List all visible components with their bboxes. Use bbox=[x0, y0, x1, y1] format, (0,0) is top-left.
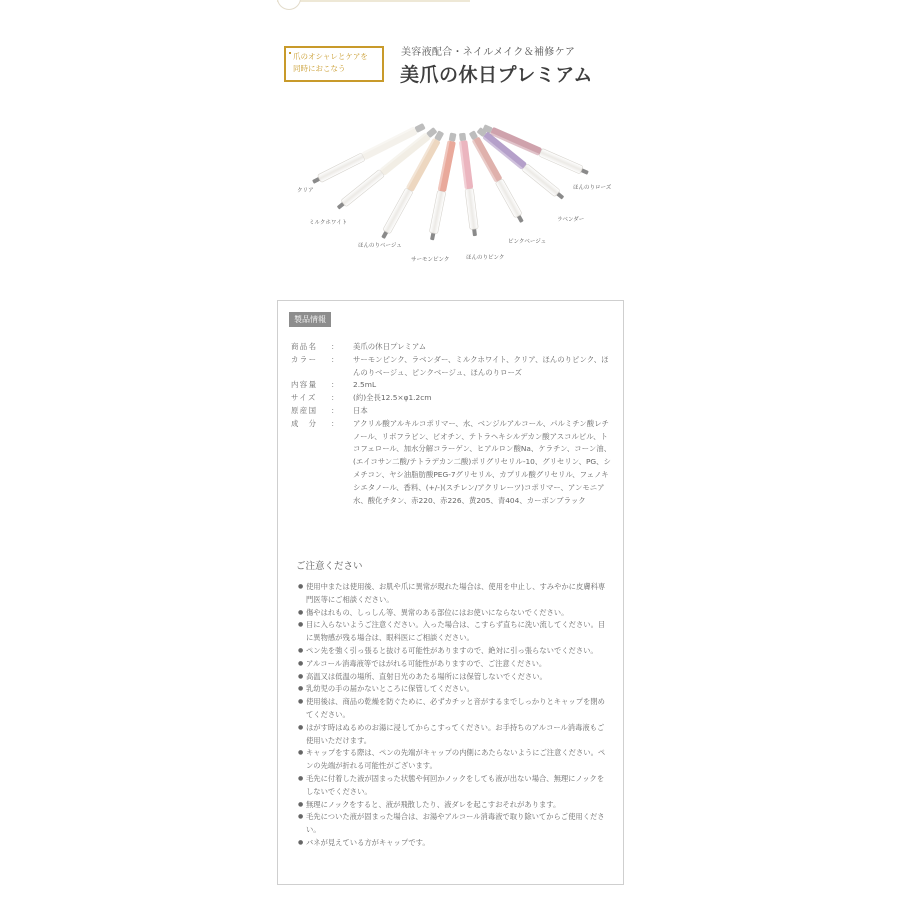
caution-item: ● 毛先についた液が固まった場合は、お湯やアルコール消毒液で取り除いてからご使用ください。 bbox=[298, 811, 608, 837]
spec-row-size bbox=[291, 392, 613, 405]
caution-item: ● 毛先に付着した液が固まった状態や何回かノックをしても液が出ない場合、無理にノックをしないでください。 bbox=[298, 773, 608, 799]
caution-title: ご注意ください bbox=[296, 561, 363, 572]
pen-label-light-beige: ほんのりベージュ bbox=[358, 243, 402, 249]
caution-item: ● 無理にノックをすると、液が飛散したり、液ダレを起こすおそれがあります。 bbox=[298, 799, 608, 812]
caution-item: ● キャップをする際は、ペンの先端がキャップの内側にあたらないようにご注意ください。ペンの先端が折れる可能性がございます。 bbox=[298, 747, 608, 773]
pen-label-milk-white: ミルクホワイト bbox=[309, 220, 348, 226]
spec-key: 成 分 bbox=[291, 418, 318, 428]
product-spec-table bbox=[291, 341, 613, 507]
spec-colon: ： bbox=[331, 380, 339, 390]
spec-value: 2.5mL bbox=[353, 380, 377, 390]
spec-value: アクリル酸アルキルコポリマー、水、ベンジルアルコール、パルミチン酸レチノール、リボフラビン、ビオチン、テトラヘキシルデカン酸アスコルビル、トコフェロール、加水分解コラーゲン、ヒアルロン酸Na、ケラチン、コーン油、(エイコサン二酸/テトラデカン二酸)ポリグリセリル-10、グリセリン、PG、シメチコン、ヤシ油脂肪酸PEG-7グリセリル、カプリル酸グリセリル、フェノキシエタノール、香料、(+/-)(スチレン/アクリレーツ)コポリマー、アンモニア水、酸化チタン、赤220、赤226、黄205、青404、カーボンブラック bbox=[353, 418, 612, 505]
spec-colon: ： bbox=[331, 405, 339, 415]
product-pens-image bbox=[0, 0, 900, 300]
caution-item: ● ペン先を強く引っ張ると抜ける可能性がありますので、絶対に引っ張らないでください。 bbox=[298, 645, 608, 658]
caution-item: ● バネが見えている方がキャップです。 bbox=[298, 837, 608, 850]
pen-barrel bbox=[317, 153, 365, 183]
product-info-tag: 製品情報 bbox=[289, 312, 331, 327]
caution-item: ● 目に入らないようご注意ください。入った場合は、こすらず直ちに洗い流してください。目に異物感が残る場合は、眼科医にご相談ください。 bbox=[298, 619, 608, 645]
pen-cap-end bbox=[459, 133, 466, 141]
spec-colon: ： bbox=[331, 393, 339, 403]
spec-key: 内容量 bbox=[291, 380, 318, 390]
pen-barrel bbox=[465, 188, 478, 229]
pen-label-lavender: ラベンダー bbox=[557, 217, 585, 223]
caution-item: ● アルコール消毒液等ではがれる可能性がありますので、ご注意ください。 bbox=[298, 658, 608, 671]
product-subtitle: 美容液配合・ネイルメイク＆補修ケア bbox=[401, 47, 576, 58]
caution-list bbox=[298, 581, 608, 850]
pen-cap-end bbox=[449, 133, 457, 142]
pen-label-clear: クリア bbox=[297, 188, 314, 194]
badge-line-1: 爪のオシャレとケアを bbox=[293, 52, 368, 61]
spec-key: サイズ bbox=[291, 393, 317, 403]
product-info-card bbox=[277, 300, 624, 885]
pen-barrel bbox=[495, 179, 522, 218]
spec-colon: ： bbox=[331, 354, 339, 364]
spec-key: 商品名 bbox=[291, 342, 318, 351]
caution-item: ● 使用後は、商品の乾燥を防ぐために、必ずカチッと音がするまでしっかりとキャップを閉めてください。 bbox=[298, 696, 608, 722]
pen-label-salmon-pink: サーモンピンク bbox=[411, 257, 450, 263]
spec-row-volume bbox=[291, 379, 613, 392]
badge-line-2: 同時におこなう bbox=[293, 64, 346, 73]
caution-item: ● はがす時はぬるめのお湯に浸してからこすってください。お手持ちのアルコール消毒液もご使用いただけます。 bbox=[298, 722, 608, 748]
pen-barrel bbox=[341, 169, 385, 207]
pen-barrel bbox=[522, 163, 560, 196]
spec-row-origin bbox=[291, 405, 613, 418]
pen-barrel bbox=[383, 188, 413, 234]
spec-value: (約)全長12.5×φ1.2cm bbox=[353, 393, 432, 403]
pen-label-light-rose: ほんのりローズ bbox=[573, 185, 612, 191]
spec-row-ingredients bbox=[291, 418, 613, 508]
spec-row-name bbox=[291, 341, 613, 354]
caution-item: ● 乳幼児の手の届かないところに保管してください。 bbox=[298, 683, 608, 696]
pen-label-light-pink: ほんのりピンク bbox=[466, 255, 505, 261]
spec-colon: ： bbox=[331, 342, 339, 351]
spec-value: 美爪の休日プレミアム bbox=[353, 342, 427, 351]
product-title: 美爪の休日プレミアム bbox=[400, 64, 593, 86]
spec-key: カラー bbox=[291, 354, 318, 364]
pen-label-pink-beige: ピンクベージュ bbox=[508, 239, 547, 245]
pen-barrel bbox=[539, 148, 584, 174]
caution-item: ● 高温又は低温の場所、直射日光のあたる場所には保管しないでください。 bbox=[298, 671, 608, 684]
spec-row-color bbox=[291, 354, 613, 380]
caution-item: ● 傷やはれもの、しっしん等、異常のある部位にはお使いにならないでください。 bbox=[298, 607, 608, 620]
caution-item: ● 使用中または使用後、お肌や爪に異常が現れた場合は、使用を中止し、すみやかに皮膚科専門医等にご相談ください。 bbox=[298, 581, 608, 607]
spec-colon: ： bbox=[331, 418, 339, 428]
spec-value: 日本 bbox=[353, 405, 368, 415]
spec-key: 原産国 bbox=[291, 405, 318, 415]
spec-value: サーモンピンク、ラベンダー、ミルクホワイト、クリア、ほんのりピンク、ほんのりベージュ、ピンクベージュ、ほんのりローズ bbox=[353, 354, 609, 377]
pen-barrel bbox=[429, 190, 446, 234]
